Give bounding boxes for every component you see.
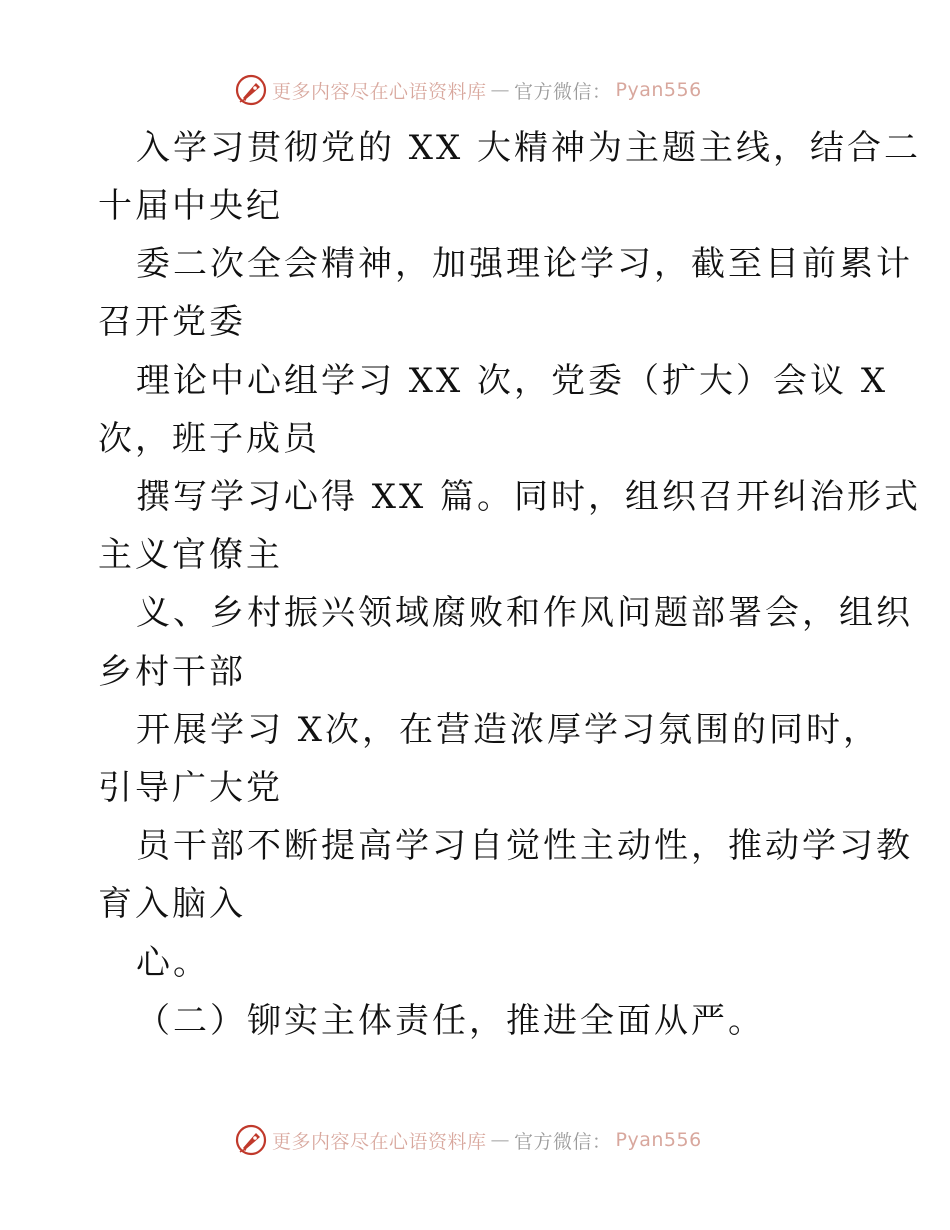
watermark-wechat-label: 官方微信： bbox=[514, 1130, 612, 1153]
body-line: 引导广大党 bbox=[98, 768, 283, 808]
watermark-wechat-label: 官方微信： bbox=[514, 80, 612, 103]
body-line: 十届中央纪 bbox=[98, 186, 283, 226]
body-line: 开展学习 X次，在营造浓厚学习氛围的同时， bbox=[136, 710, 881, 750]
body-line: 义、乡村振兴领域腐败和作风问题部署会，组织 bbox=[136, 593, 913, 633]
body-line: 撰写学习心得 XX 篇。同时，组织召开纠治形式 bbox=[136, 477, 922, 517]
watermark-footer bbox=[234, 1122, 702, 1158]
body-line: 委二次全会精神，加强理论学习，截至目前累计 bbox=[136, 244, 913, 284]
body-line: 召开党委 bbox=[98, 302, 246, 342]
body-line: 理论中心组学习 XX 次，党委（扩大）会议 X bbox=[136, 361, 889, 401]
body-line: 心。 bbox=[136, 943, 210, 983]
body-line: 育入脑入 bbox=[98, 884, 246, 924]
watermark-header bbox=[234, 72, 702, 108]
body-line: 入学习贯彻党的 XX 大精神为主题主线，结合二 bbox=[136, 128, 922, 168]
body-line: 乡村干部 bbox=[98, 652, 246, 692]
section-heading: （二）铆实主体责任，推进全面从严。 bbox=[136, 1001, 765, 1041]
body-line: 主义官僚主 bbox=[98, 535, 283, 575]
watermark-separator: — bbox=[490, 79, 511, 101]
watermark-brand-text: 更多内容尽在心语资料库 bbox=[272, 80, 487, 103]
body-line: 次，班子成员 bbox=[98, 419, 320, 459]
watermark-brand-text: 更多内容尽在心语资料库 bbox=[272, 1130, 487, 1153]
body-line: 员干部不断提高学习自觉性主动性，推动学习教 bbox=[136, 826, 913, 866]
watermark-wechat-id: Pyan556 bbox=[615, 1129, 702, 1151]
watermark-wechat-id: Pyan556 bbox=[615, 79, 702, 101]
pen-nib-logo-icon bbox=[234, 1123, 268, 1157]
watermark-separator: — bbox=[490, 1129, 511, 1151]
pen-nib-logo-icon bbox=[234, 73, 268, 107]
